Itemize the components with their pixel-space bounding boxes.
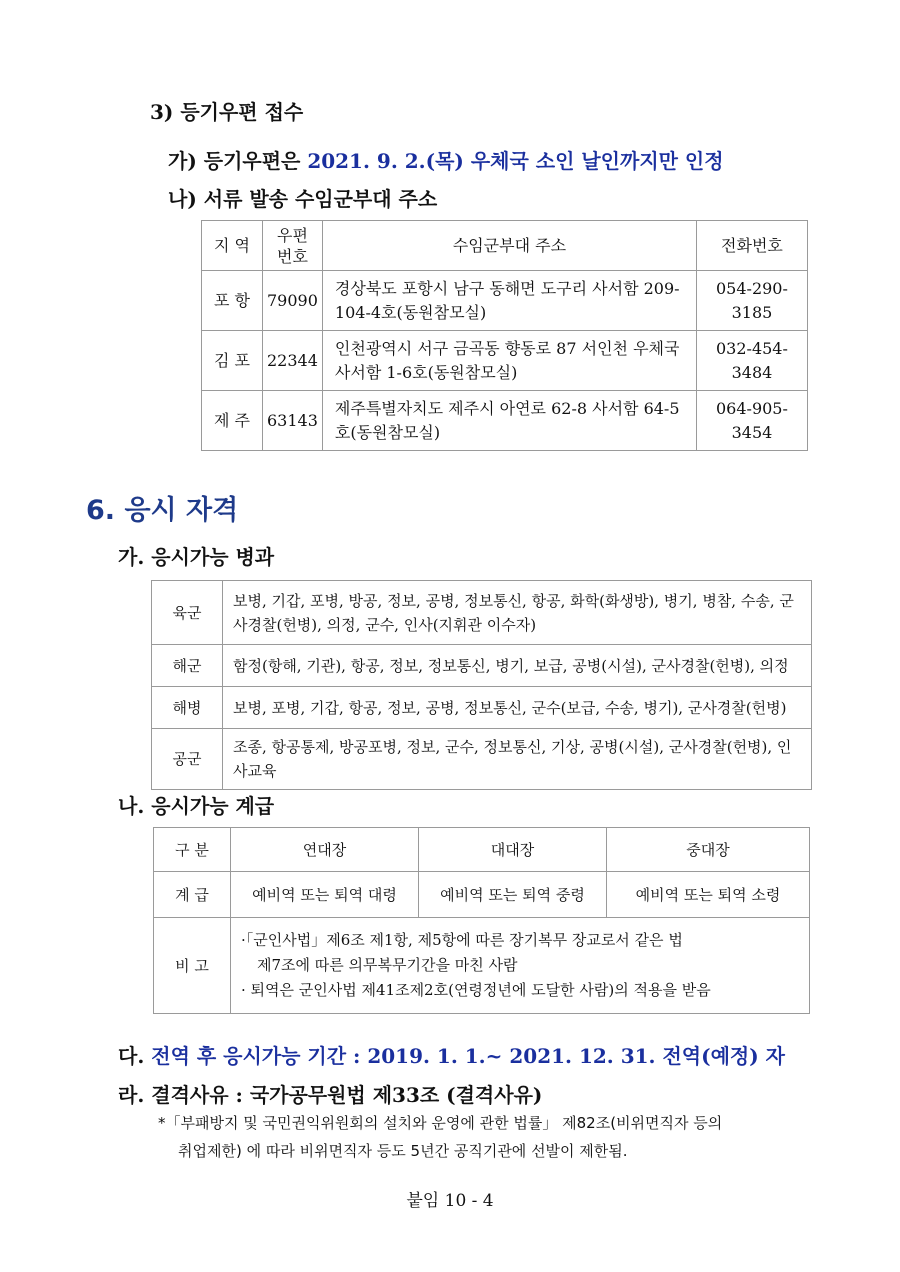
address-table	[201, 220, 808, 451]
table-row	[152, 729, 812, 790]
rank-table	[153, 827, 810, 1014]
branches-cell: 조종, 항공통제, 방공포병, 정보, 군수, 정보통신, 기상, 공병(시설), 군사경찰(헌병), 인사교육	[223, 729, 812, 790]
deadline-highlight: 2021. 9. 2.(목) 우체국 소인 날인까지만 인정	[307, 149, 724, 173]
remark-line: · 퇴역은 군인사법 제41조제2호(연령정년에 도달한 사람)의 적용을 받음	[241, 981, 711, 999]
header-address: 수임군부대 주소	[322, 221, 696, 271]
disqualification-heading: 라. 결격사유 : 국가공무원법 제33조 (결격사유)	[118, 1083, 543, 1107]
table-row	[152, 581, 812, 645]
disqualification-note-line2: 취업제한) 에 따라 비위면직자 등도 5년간 공직기관에 선발이 제한됨.	[178, 1142, 628, 1160]
rank-cell: 예비역 또는 퇴역 중령	[419, 872, 607, 918]
rank-label-cell: 계 급	[154, 872, 231, 918]
service-cell: 해병	[152, 687, 223, 729]
header-postal	[263, 221, 323, 271]
phone-cell: 064-905-3454	[696, 391, 807, 451]
page-number: 붙임 10 - 4	[406, 1191, 494, 1211]
address-cell: 경상북도 포항시 남구 동해면 도구리 사서함 209-104-4호(동원참모실)	[322, 271, 696, 331]
header-regiment: 연대장	[231, 828, 419, 872]
service-period-line	[118, 1040, 785, 1069]
branches-cell: 보병, 기갑, 포병, 방공, 정보, 공병, 정보통신, 항공, 화학(화생방), 병기, 병참, 수송, 군사경찰(헌병), 의정, 군수, 인사(지휘관 이수자)	[223, 581, 812, 645]
postal-cell: 22344	[263, 331, 323, 391]
table-row	[202, 271, 808, 331]
eligible-branches-heading: 가. 응시가능 병과	[118, 545, 275, 569]
phone-cell: 032-454-3484	[696, 331, 807, 391]
remark-line: 제7조에 따른 의무복무기간을 마친 사람	[257, 956, 518, 974]
header-postal-line1: 우편	[276, 225, 308, 245]
section-6-title: 6. 응시 자격	[86, 495, 239, 526]
address-cell: 제주특별자치도 제주시 아연로 62-8 사서함 64-5호(동원참모실)	[322, 391, 696, 451]
deadline-prefix: 가) 등기우편은	[168, 149, 308, 173]
service-period-highlight: 전역 후 응시가능 기간 : 2019. 1. 1.~ 2021. 12. 31. 전역(예정) 자	[151, 1044, 785, 1068]
header-region: 지 역	[202, 221, 263, 271]
disqualification-note-line1: *「부패방지 및 국민권익위원회의 설치와 운영에 관한 법률」 제82조(비위면직자 등의	[158, 1114, 723, 1132]
service-period-prefix: 다.	[118, 1044, 152, 1068]
service-cell: 육군	[152, 581, 223, 645]
service-cell: 해군	[152, 645, 223, 687]
mailing-address-heading: 나) 서류 발송 수임군부대 주소	[168, 187, 438, 211]
table-row	[152, 645, 812, 687]
postal-cell: 79090	[263, 271, 323, 331]
eligible-ranks-heading: 나. 응시가능 계급	[118, 794, 275, 818]
header-phone: 전화번호	[696, 221, 807, 271]
branches-cell: 함정(항해, 기관), 항공, 정보, 정보통신, 병기, 보급, 공병(시설), 군사경찰(헌병), 의정	[223, 645, 812, 687]
table-row	[202, 331, 808, 391]
header-category: 구 분	[154, 828, 231, 872]
header-battalion: 대대장	[419, 828, 607, 872]
table-row	[202, 391, 808, 451]
remark-cell	[231, 918, 810, 1014]
remark-label-cell: 비 고	[154, 918, 231, 1014]
registered-mail-deadline	[168, 145, 724, 174]
service-cell: 공군	[152, 729, 223, 790]
phone-cell: 054-290-3185	[696, 271, 807, 331]
branch-table	[151, 580, 812, 790]
table-row	[154, 918, 810, 1014]
header-postal-line2: 번호	[276, 246, 308, 266]
region-cell: 포 항	[202, 271, 263, 331]
branches-cell: 보병, 포병, 기갑, 항공, 정보, 공병, 정보통신, 군수(보급, 수송, 병기), 군사경찰(헌병)	[223, 687, 812, 729]
remark-line: ·「군인사법」제6조 제1항, 제5항에 따른 장기복무 장교로서 같은 법	[241, 931, 683, 949]
rank-cell: 예비역 또는 퇴역 대령	[231, 872, 419, 918]
table-row	[154, 872, 810, 918]
region-cell: 김 포	[202, 331, 263, 391]
header-company: 중대장	[607, 828, 810, 872]
address-cell: 인천광역시 서구 금곡동 향동로 87 서인천 우체국 사서함 1-6호(동원참모실)	[322, 331, 696, 391]
rank-cell: 예비역 또는 퇴역 소령	[607, 872, 810, 918]
postal-cell: 63143	[263, 391, 323, 451]
region-cell: 제 주	[202, 391, 263, 451]
section-3-title: 3) 등기우편 접수	[150, 100, 304, 124]
table-row	[152, 687, 812, 729]
